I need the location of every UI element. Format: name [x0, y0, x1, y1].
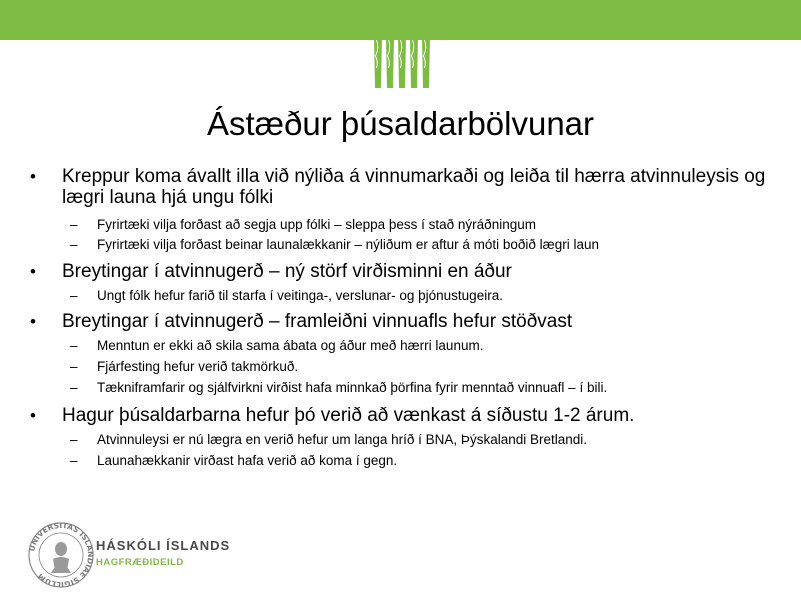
bullet-2-sub-1: Ungt fólk hefur farið til starfa í veitinga-, verslunar- og þjónustugeira. — [97, 288, 503, 303]
sub-bullet-dash: – — [70, 288, 78, 303]
slide-title: Ástæður þúsaldarbölvunar — [206, 105, 595, 142]
bullet-4-sub-1: Atvinnuleysi er nú lægra en verið hefur um langa hríð í BNA, Þýskalandi Bretlandi. — [97, 432, 588, 447]
university-seal-logo — [27, 515, 267, 595]
sub-bullet-dash: – — [70, 338, 78, 353]
bullet-3-sub-1: Menntun er ekki að skila sama ábata og áður með hærri launum. — [97, 338, 484, 353]
sub-bullet-dash: – — [70, 432, 78, 447]
bullet-3-text: Breytingar í atvinnugerð – framleiðni vinnuafls hefur stöðvast — [62, 311, 573, 332]
bullet-1-sub-1: Fyrirtæki vilja forðast að segja upp fólki – sleppa þess í stað nýráðningum — [97, 217, 536, 232]
bullet-4-text: Hagur þúsaldarbarna hefur þó verið að vænkast á síðustu 1-2 árum. — [62, 405, 635, 426]
bullet-3-sub-3: Tækniframfarir og sjálfvirkni virðist hafa minnkað þörfina fyrir menntað vinnuafl – í bili. — [97, 380, 608, 395]
bullet-2-text: Breytingar í atvinnugerð – ný störf virðisminni en áður — [62, 261, 512, 282]
sub-bullet-dash: – — [70, 237, 78, 252]
bullet-3-sub-2: Fjárfesting hefur verið takmörkuð. — [97, 359, 299, 374]
bullet-1-text: Kreppur koma ávallt illa við nýliða á vinnumarkaði og leiða til hærra atvinnuleysis og lægri launa hjá ungu fólki — [62, 166, 766, 208]
bullet-4-sub-2: Launahækkanir virðast hafa verið að koma í gegn. — [97, 453, 398, 468]
bullet-1-sub-2: Fyrirtæki vilja forðast beinar launalækkanir – nýliðum er aftur á móti boðið lægri laun — [97, 237, 599, 252]
bullet-marker: • — [30, 312, 36, 331]
svg-text:UNIVERSITAS ISLANDIAE SIGILLUM: UNIVERSITAS ISLANDIAE SIGILLUM — [27, 520, 96, 590]
sub-bullet-dash: – — [70, 453, 78, 468]
bullet-marker: • — [30, 406, 36, 425]
sub-bullet-dash: – — [70, 359, 78, 374]
bullet-marker: • — [30, 167, 36, 186]
bullet-marker: • — [30, 262, 36, 281]
sub-bullet-dash: – — [70, 217, 78, 232]
sub-bullet-dash: – — [70, 380, 78, 395]
department-name: HAGFRÆÐIDEILD — [96, 557, 184, 568]
university-name: HÁSKÓLI ÍSLANDS — [96, 538, 231, 553]
